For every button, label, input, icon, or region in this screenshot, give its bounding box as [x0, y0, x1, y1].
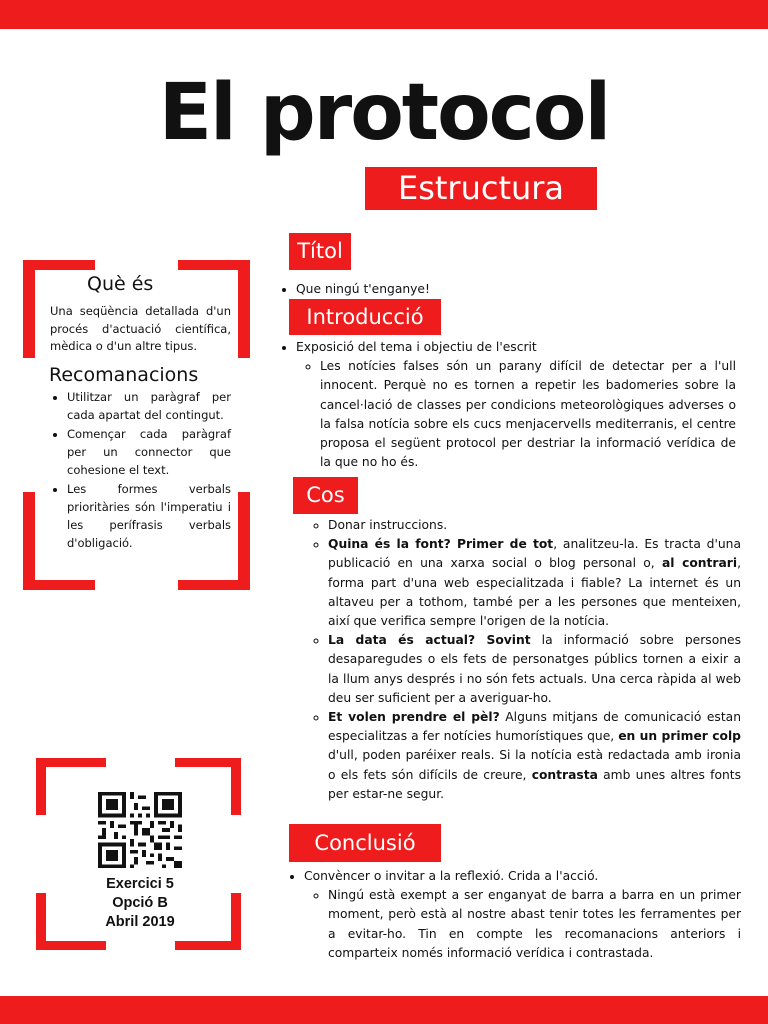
qr-code-icon [98, 792, 182, 868]
que-es-heading: Què és [87, 273, 154, 295]
list-item: ◦ Les notícies falses són un parany difícil de detectar per a l'ull innocent. Perquè no es tornen a repetir les badomeries sobre la cancel·lació de classes per condicions meteorològiques adverses o la falsa notícia sobre els cucs menjacervells mediterranis, el centre proposa el següent protocol per destriar la informació verídica de la que no ho és. [320, 357, 736, 472]
cos-item-3-lead: La data és actual? Sovint [328, 633, 531, 648]
cos-item-2-lead2: al contrari [661, 556, 738, 571]
cos-item-4-text: Alguns mitjans de comunicació estan especialitzas a fer notícies humorístiques que, [328, 710, 741, 744]
recomanacions-list [50, 388, 231, 553]
list-item [328, 708, 741, 804]
section-label-cos: Cos [293, 477, 358, 514]
page-subtitle: Estructura [365, 167, 597, 210]
que-es-text: Una seqüència detallada d'un procés d'actuació científica, mèdica o d'un altre tipus. [50, 304, 231, 353]
list-item [296, 338, 736, 472]
list-item: ◦ Ningú està exempt a ser enganyat de barra a barra en un primer moment, però està al nostre abast tenir totes les ferramentes per a evitar-ho. Tin en compte les recomanacions anteriors i comparteix només informació verídica i contrastada. [328, 886, 741, 963]
introduccio-bullet: Exposició del tema i objectiu de l'escrit [296, 340, 537, 354]
list-item [328, 516, 741, 535]
cos-item-4-text2: d'ull, poden paréixer reals. Si la notícia està redactada amb ironia o els fets són difícils de creure, [328, 748, 741, 782]
cos-item-1-text: Donar instruccions. [328, 518, 448, 532]
cos-item-4-text3: amb unes altres fonts per estar-ne segur. [328, 767, 742, 801]
cos-item-4-lead3: contrasta [531, 767, 598, 782]
caption-date: Abril 2019 [105, 914, 175, 930]
conclusio-sub-list [304, 886, 741, 963]
cos-list [311, 516, 741, 804]
cos-item-3-text: la informació sobre persones desaparegudes o els fets de personatges públics tornen a eixir a la llum anys després i no són fets actuals. Una cerca ràpida al web deu ser suficient per a averiguar-ho. [328, 633, 741, 705]
cos-item-4-lead2: en un primer colp [618, 729, 741, 744]
conclusio-bullet: Convèncer o invitar a la reflexió. Crida a l'acció. [304, 869, 599, 883]
qr-frame-corner-top-right [175, 758, 241, 815]
section-label-titol: Títol [289, 233, 351, 270]
caption-exercise: Exercici 5 [106, 876, 174, 892]
recomanacions-heading: Recomanacions [49, 364, 199, 386]
list-item: • Utilitzar un paràgraf per cada apartat del contingut. [67, 388, 231, 424]
introduccio-sub-list [296, 357, 736, 472]
top-red-bar [0, 0, 768, 29]
list-item: • Començar cada paràgraf per un connector que cohesione el text. [67, 425, 231, 479]
list-item: • Les formes verbals prioritàries són l'imperatiu i les perífrasis verbals d'obligació. [67, 480, 231, 552]
titol-list [279, 280, 736, 299]
section-label-conclusio: Conclusió [289, 824, 441, 862]
section-label-introduccio: Introducció [289, 299, 441, 335]
cos-item-2-text2: , forma part d'una web especialitzada i fiable? La internet és un altaveu per a tothom, també per a les persones que menteixen, així que verifica sempre l'origen de la notícia. [328, 556, 741, 629]
bottom-red-bar [0, 996, 768, 1024]
list-item [328, 631, 741, 708]
cos-item-4-lead: Et volen prendre el pèl? [328, 710, 500, 725]
cos-item-2-text: , analitzeu-la. Es tracta d'una publicació en una xarxa social o blog personal o, [328, 537, 741, 571]
qr-frame-corner-top-left [36, 758, 106, 815]
introduccio-list [279, 338, 736, 472]
list-item [304, 867, 741, 963]
page-title: El protocol [158, 68, 610, 158]
conclusio-list [287, 867, 741, 963]
list-item: • Que ningú t'enganye! [296, 280, 736, 299]
caption-option: Opció B [112, 895, 168, 911]
list-item [328, 535, 741, 631]
cos-item-2-lead: Quina és la font? Primer de tot [328, 537, 554, 552]
